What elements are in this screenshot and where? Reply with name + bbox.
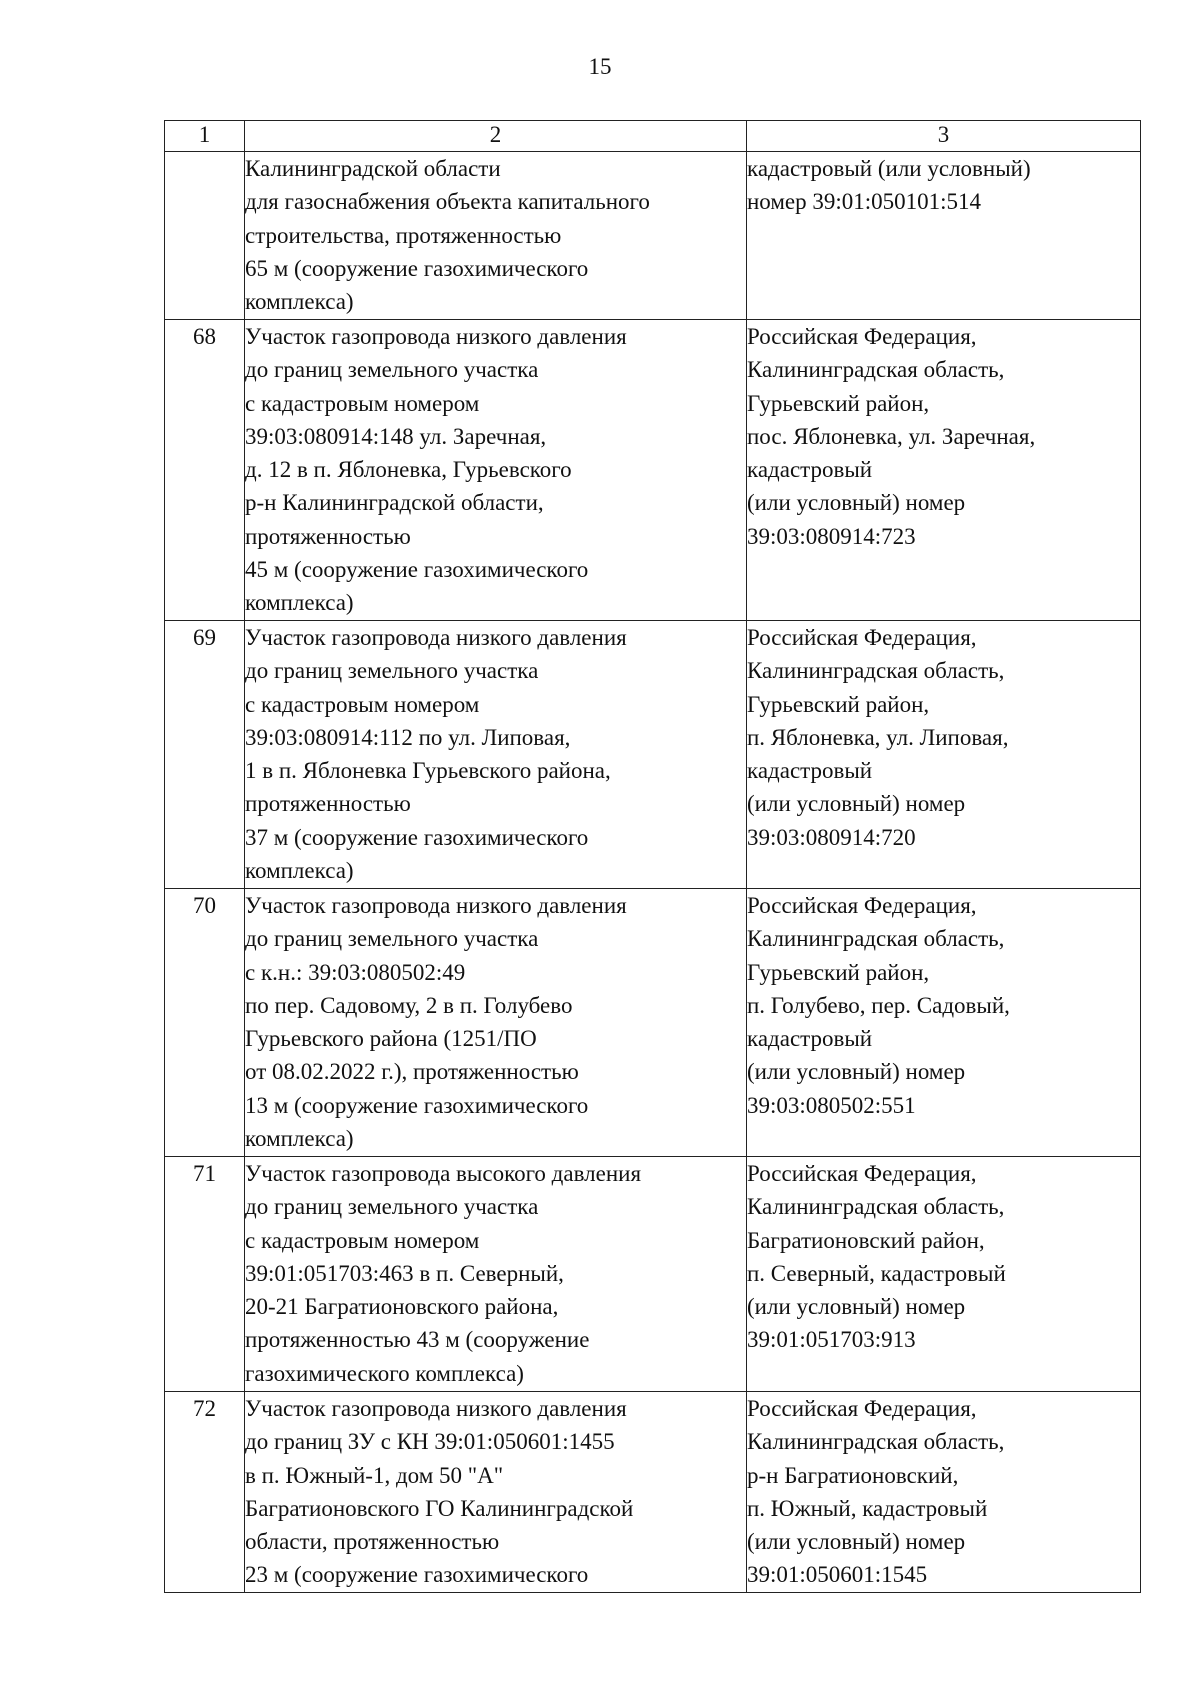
object-description: [245, 320, 747, 621]
object-address: [747, 1392, 1141, 1593]
description-line: Участок газопровода низкого давления: [245, 1396, 627, 1421]
description-line: до границ земельного участка: [245, 658, 539, 684]
table-row: [165, 1392, 1141, 1593]
description-line: протяженностью 43 м (сооружение: [245, 1327, 590, 1353]
description-line: р-н Калининградской области,: [245, 490, 544, 516]
description-line: 39:01:051703:463 в п. Северный,: [245, 1260, 564, 1286]
description-line: Калининградской области: [245, 156, 501, 181]
description-line: 1 в п. Яблоневка Гурьевского района,: [245, 758, 611, 784]
description-line: Участок газопровода низкого давления: [245, 893, 627, 918]
address-line: кадастровый: [747, 758, 873, 784]
description-line: Участок газопровода низкого давления: [245, 324, 627, 349]
description-line: с кадастровым номером: [245, 390, 480, 416]
description-line: Багратионовского ГО Калининградской: [245, 1495, 634, 1521]
object-description: [245, 1392, 747, 1593]
table-row: [165, 320, 1141, 621]
object-address: [747, 320, 1141, 621]
address-line: пос. Яблоневка, ул. Заречная,: [747, 423, 1036, 449]
description-line: комплекса): [245, 590, 354, 616]
column-header-address: 3: [747, 121, 1141, 152]
object-address: [747, 621, 1141, 889]
object-description: [245, 889, 747, 1157]
description-line: строительства, протяженностью: [245, 222, 562, 248]
object-address: [747, 1157, 1141, 1392]
column-header-description: 2: [245, 121, 747, 152]
address-line: Российская Федерация,: [747, 1161, 977, 1186]
address-line: 39:03:080502:551: [747, 1092, 916, 1118]
page-number: 15: [588, 54, 612, 79]
description-line: 39:03:080914:148 ул. Заречная,: [245, 423, 547, 449]
description-line: до границ земельного участка: [245, 1194, 539, 1220]
address-line: Калининградская область,: [747, 658, 1005, 684]
description-line: д. 12 в п. Яблоневка, Гурьевского: [245, 457, 572, 483]
object-description: [245, 1157, 747, 1392]
address-line: номер 39:01:050101:514: [747, 189, 982, 215]
address-line: п. Голубево, пер. Садовый,: [747, 992, 1010, 1018]
address-line: Гурьевский район,: [747, 691, 930, 717]
description-line: протяженностью: [245, 523, 411, 549]
address-line: Калининградская область,: [747, 357, 1005, 383]
description-line: в п. Южный-1, дом 50 "А": [245, 1462, 504, 1488]
description-line: с кадастровым номером: [245, 1227, 480, 1253]
description-line: 37 м (сооружение газохимического: [245, 824, 589, 850]
address-line: (или условный) номер: [747, 1059, 966, 1085]
description-line: области, протяженностью: [245, 1529, 500, 1555]
table-row: [165, 1157, 1141, 1392]
description-line: 20-21 Багратионовского района,: [245, 1294, 559, 1320]
address-line: Российская Федерация,: [747, 1396, 977, 1421]
address-line: Российская Федерация,: [747, 893, 977, 918]
description-line: 13 м (сооружение газохимического: [245, 1092, 589, 1118]
description-line: протяженностью: [245, 791, 411, 817]
row-number: [165, 152, 245, 320]
description-line: Участок газопровода высокого давления: [245, 1161, 642, 1186]
description-line: с к.н.: 39:03:080502:49: [245, 959, 466, 985]
address-line: (или условный) номер: [747, 1529, 966, 1555]
description-line: 45 м (сооружение газохимического: [245, 557, 589, 583]
registry-table: [164, 120, 1141, 1593]
description-line: комплекса): [245, 858, 354, 884]
description-line: Участок газопровода низкого давления: [245, 625, 627, 650]
description-line: 39:03:080914:112 по ул. Липовая,: [245, 724, 571, 750]
object-address: [747, 152, 1141, 320]
description-line: по пер. Садовому, 2 в п. Голубево: [245, 992, 573, 1018]
address-line: (или условный) номер: [747, 490, 966, 516]
row-number: 70: [165, 889, 245, 1157]
address-line: Российская Федерация,: [747, 625, 977, 650]
address-line: 39:01:050601:1545: [747, 1562, 928, 1588]
table-row: [165, 152, 1141, 320]
address-line: 39:01:051703:913: [747, 1327, 916, 1353]
address-line: Багратионовский район,: [747, 1227, 985, 1253]
header-row: [165, 121, 1141, 152]
description-line: 23 м (сооружение газохимического: [245, 1562, 589, 1588]
address-line: 39:03:080914:720: [747, 824, 916, 850]
address-line: кадастровый: [747, 1026, 873, 1052]
row-number: 71: [165, 1157, 245, 1392]
table-row: [165, 889, 1141, 1157]
description-line: до границ земельного участка: [245, 357, 539, 383]
address-line: п. Яблоневка, ул. Липовая,: [747, 724, 1009, 750]
description-line: до границ земельного участка: [245, 926, 539, 952]
row-number: 69: [165, 621, 245, 889]
description-line: Гурьевского района (1251/ПО: [245, 1026, 537, 1052]
address-line: Калининградская область,: [747, 1194, 1005, 1220]
description-line: от 08.02.2022 г.), протяженностью: [245, 1059, 579, 1085]
column-header-number: 1: [165, 121, 245, 152]
description-line: комплекса): [245, 1126, 354, 1152]
address-line: п. Южный, кадастровый: [747, 1495, 988, 1521]
address-line: Гурьевский район,: [747, 959, 930, 985]
row-number: 72: [165, 1392, 245, 1593]
address-line: (или условный) номер: [747, 791, 966, 817]
description-line: до границ ЗУ с КН 39:01:050601:1455: [245, 1429, 615, 1455]
object-description: [245, 152, 747, 320]
address-line: кадастровый: [747, 457, 873, 483]
address-line: Российская Федерация,: [747, 324, 977, 349]
description-line: 65 м (сооружение газохимического: [245, 255, 589, 281]
row-number: 68: [165, 320, 245, 621]
address-line: (или условный) номер: [747, 1294, 966, 1320]
object-address: [747, 889, 1141, 1157]
address-line: кадастровый (или условный): [747, 156, 1031, 181]
description-line: комплекса): [245, 289, 354, 315]
description-line: газохимического комплекса): [245, 1360, 524, 1386]
address-line: 39:03:080914:723: [747, 523, 916, 549]
object-description: [245, 621, 747, 889]
address-line: Калининградская область,: [747, 926, 1005, 952]
description-line: для газоснабжения объекта капитального: [245, 189, 650, 215]
address-line: Гурьевский район,: [747, 390, 930, 416]
address-line: р-н Багратионовский,: [747, 1462, 959, 1488]
table-row: [165, 621, 1141, 889]
address-line: п. Северный, кадастровый: [747, 1260, 1006, 1286]
description-line: с кадастровым номером: [245, 691, 480, 717]
address-line: Калининградская область,: [747, 1429, 1005, 1455]
